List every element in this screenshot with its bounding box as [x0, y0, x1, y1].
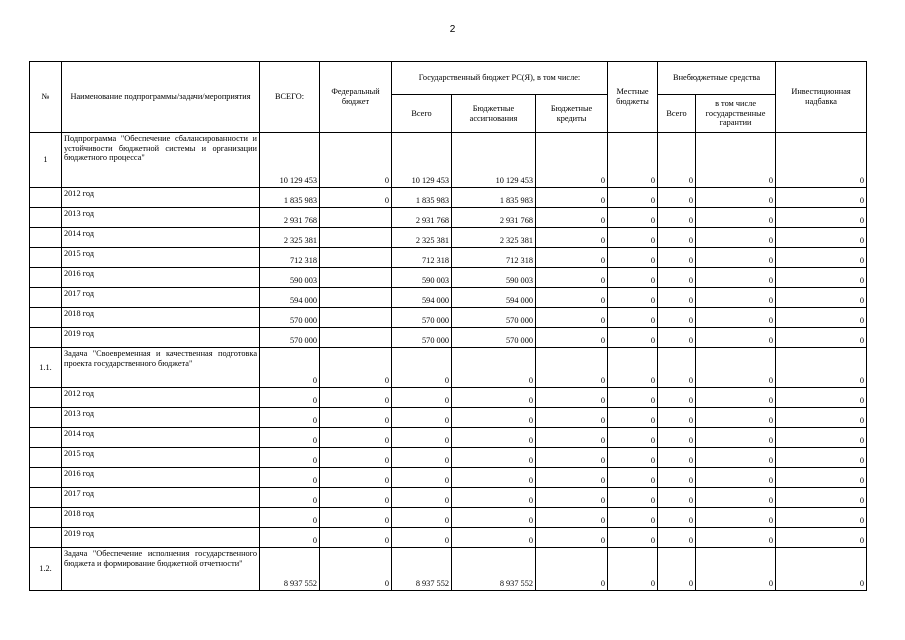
value-cell: 0: [696, 208, 776, 228]
row-name: 2016 год: [62, 268, 260, 288]
value-cell: 2 325 381: [452, 228, 536, 248]
value-cell: 0: [658, 133, 696, 188]
row-number: [30, 228, 62, 248]
header-total: ВСЕГО:: [260, 62, 320, 133]
header-name: Наименование подпрограммы/задачи/мероприятия: [62, 62, 260, 133]
header-local: Местные бюджеты: [608, 62, 658, 133]
value-cell: 0: [776, 268, 867, 288]
value-cell: 0: [696, 308, 776, 328]
value-cell: 0: [392, 388, 452, 408]
row-name: 2018 год: [62, 508, 260, 528]
row-number: [30, 288, 62, 308]
value-cell: 0: [658, 188, 696, 208]
value-cell: 0: [608, 548, 658, 591]
value-cell: 0: [452, 508, 536, 528]
row-number: [30, 208, 62, 228]
row-name: 2015 год: [62, 248, 260, 268]
value-cell: 0: [776, 448, 867, 468]
value-cell: 0: [536, 133, 608, 188]
row-name: Задача "Обеспечение исполнения государственного бюджета и формирование бюджетной отчетности": [62, 548, 260, 591]
table-row: [30, 133, 867, 188]
value-cell: [320, 288, 392, 308]
value-cell: 0: [776, 488, 867, 508]
value-cell: 570 000: [392, 328, 452, 348]
header-federal: Федеральный бюджет: [320, 62, 392, 133]
row-number: [30, 408, 62, 428]
value-cell: 712 318: [260, 248, 320, 268]
value-cell: 0: [776, 388, 867, 408]
value-cell: 2 931 768: [452, 208, 536, 228]
table-row: [30, 528, 867, 548]
table-row: [30, 348, 867, 388]
value-cell: 0: [392, 468, 452, 488]
value-cell: 0: [776, 408, 867, 428]
header-extra-all: Всего: [658, 95, 696, 133]
row-number: [30, 268, 62, 288]
value-cell: 0: [536, 388, 608, 408]
header-num: №: [30, 62, 62, 133]
value-cell: 0: [696, 448, 776, 468]
budget-table: [29, 61, 867, 591]
value-cell: 0: [658, 268, 696, 288]
value-cell: 0: [608, 508, 658, 528]
value-cell: 8 937 552: [452, 548, 536, 591]
row-number: [30, 428, 62, 448]
value-cell: 0: [392, 408, 452, 428]
value-cell: 0: [260, 348, 320, 388]
value-cell: 0: [392, 488, 452, 508]
value-cell: 570 000: [392, 308, 452, 328]
value-cell: 0: [320, 448, 392, 468]
value-cell: 0: [658, 408, 696, 428]
header-state-all: Всего: [392, 95, 452, 133]
value-cell: 570 000: [260, 308, 320, 328]
value-cell: 0: [658, 528, 696, 548]
table-row: [30, 308, 867, 328]
value-cell: 0: [696, 288, 776, 308]
value-cell: 590 003: [260, 268, 320, 288]
value-cell: 0: [608, 248, 658, 268]
row-name: Задача "Своевременная и качественная подготовка проекта государственного бюджета": [62, 348, 260, 388]
value-cell: 0: [696, 488, 776, 508]
value-cell: 0: [658, 468, 696, 488]
row-number: [30, 248, 62, 268]
row-number: [30, 308, 62, 328]
row-number: 1: [30, 133, 62, 188]
value-cell: 0: [320, 388, 392, 408]
value-cell: 0: [392, 428, 452, 448]
row-name: 2012 год: [62, 388, 260, 408]
value-cell: 0: [658, 228, 696, 248]
value-cell: 0: [658, 328, 696, 348]
row-number: [30, 508, 62, 528]
value-cell: 570 000: [260, 328, 320, 348]
value-cell: 0: [776, 548, 867, 591]
value-cell: 0: [536, 208, 608, 228]
value-cell: 0: [776, 288, 867, 308]
value-cell: 0: [320, 488, 392, 508]
value-cell: 8 937 552: [392, 548, 452, 591]
table-row: [30, 228, 867, 248]
value-cell: 0: [260, 468, 320, 488]
value-cell: 0: [608, 468, 658, 488]
value-cell: 0: [536, 288, 608, 308]
header-state-group: Государственный бюджет РС(Я), в том числе:: [392, 62, 608, 95]
value-cell: 0: [320, 408, 392, 428]
value-cell: [320, 268, 392, 288]
value-cell: 0: [536, 468, 608, 488]
value-cell: 570 000: [452, 328, 536, 348]
table-row: [30, 388, 867, 408]
value-cell: 0: [452, 468, 536, 488]
row-name: 2017 год: [62, 288, 260, 308]
value-cell: 0: [260, 448, 320, 468]
value-cell: 0: [320, 133, 392, 188]
value-cell: 2 931 768: [392, 208, 452, 228]
value-cell: 590 003: [392, 268, 452, 288]
table-body: [30, 133, 867, 591]
value-cell: 0: [452, 428, 536, 448]
value-cell: 10 129 453: [260, 133, 320, 188]
table-row: [30, 288, 867, 308]
row-name: 2014 год: [62, 228, 260, 248]
value-cell: 0: [536, 528, 608, 548]
value-cell: 0: [452, 408, 536, 428]
value-cell: 0: [608, 448, 658, 468]
value-cell: 0: [776, 508, 867, 528]
value-cell: 0: [536, 268, 608, 288]
value-cell: [320, 228, 392, 248]
value-cell: 0: [452, 488, 536, 508]
value-cell: 0: [320, 348, 392, 388]
value-cell: 0: [320, 188, 392, 208]
table-row: [30, 428, 867, 448]
value-cell: 1 835 983: [392, 188, 452, 208]
value-cell: 0: [696, 188, 776, 208]
value-cell: 0: [608, 188, 658, 208]
value-cell: 570 000: [452, 308, 536, 328]
row-name: 2019 год: [62, 328, 260, 348]
value-cell: 0: [696, 468, 776, 488]
value-cell: 0: [776, 188, 867, 208]
value-cell: 0: [392, 508, 452, 528]
value-cell: 0: [608, 348, 658, 388]
value-cell: [320, 328, 392, 348]
value-cell: [320, 248, 392, 268]
row-number: [30, 488, 62, 508]
value-cell: 0: [536, 548, 608, 591]
value-cell: 0: [392, 348, 452, 388]
value-cell: 10 129 453: [392, 133, 452, 188]
value-cell: 0: [608, 268, 658, 288]
row-name: 2012 год: [62, 188, 260, 208]
value-cell: 0: [536, 188, 608, 208]
row-name: 2013 год: [62, 408, 260, 428]
row-name: 2019 год: [62, 528, 260, 548]
value-cell: 0: [776, 468, 867, 488]
table-row: [30, 508, 867, 528]
value-cell: 10 129 453: [452, 133, 536, 188]
value-cell: 0: [392, 528, 452, 548]
value-cell: 0: [696, 428, 776, 448]
value-cell: 0: [608, 288, 658, 308]
value-cell: 0: [260, 488, 320, 508]
value-cell: 0: [536, 248, 608, 268]
row-name: 2014 год: [62, 428, 260, 448]
row-number: [30, 528, 62, 548]
value-cell: 712 318: [392, 248, 452, 268]
value-cell: 0: [696, 508, 776, 528]
value-cell: 0: [658, 548, 696, 591]
value-cell: 0: [658, 508, 696, 528]
value-cell: 712 318: [452, 248, 536, 268]
value-cell: 0: [658, 448, 696, 468]
table-row: [30, 448, 867, 468]
value-cell: 0: [536, 488, 608, 508]
value-cell: 0: [260, 408, 320, 428]
value-cell: 0: [608, 488, 658, 508]
value-cell: 0: [696, 268, 776, 288]
value-cell: 1 835 983: [452, 188, 536, 208]
value-cell: 594 000: [452, 288, 536, 308]
table-row: [30, 268, 867, 288]
value-cell: 0: [536, 228, 608, 248]
value-cell: 0: [608, 328, 658, 348]
value-cell: 0: [776, 348, 867, 388]
value-cell: 0: [776, 248, 867, 268]
value-cell: 0: [696, 328, 776, 348]
value-cell: 0: [452, 348, 536, 388]
value-cell: 0: [658, 288, 696, 308]
value-cell: 0: [658, 308, 696, 328]
header-extra-guarantees: в том числе государственные гарантии: [696, 95, 776, 133]
value-cell: 0: [320, 428, 392, 448]
value-cell: [320, 308, 392, 328]
row-number: [30, 328, 62, 348]
value-cell: 0: [696, 388, 776, 408]
value-cell: 0: [608, 228, 658, 248]
value-cell: 0: [452, 388, 536, 408]
row-number: [30, 388, 62, 408]
table-row: [30, 208, 867, 228]
value-cell: 2 931 768: [260, 208, 320, 228]
value-cell: 0: [658, 248, 696, 268]
row-number: [30, 448, 62, 468]
value-cell: 0: [260, 428, 320, 448]
page-number: 2: [449, 24, 456, 35]
value-cell: 590 003: [452, 268, 536, 288]
value-cell: 0: [536, 328, 608, 348]
value-cell: [320, 208, 392, 228]
value-cell: 2 325 381: [260, 228, 320, 248]
value-cell: 0: [658, 428, 696, 448]
value-cell: 0: [696, 248, 776, 268]
row-name: Подпрограмма "Обеспечение сбалансированности и устойчивости бюджетной системы и организации бюджетного процесса": [62, 133, 260, 188]
value-cell: 0: [536, 428, 608, 448]
row-number: 1.2.: [30, 548, 62, 591]
value-cell: 0: [320, 528, 392, 548]
value-cell: 0: [536, 348, 608, 388]
value-cell: 0: [696, 408, 776, 428]
value-cell: 1 835 983: [260, 188, 320, 208]
value-cell: 0: [260, 388, 320, 408]
value-cell: 0: [658, 348, 696, 388]
value-cell: 0: [608, 408, 658, 428]
value-cell: 0: [452, 528, 536, 548]
value-cell: 0: [776, 308, 867, 328]
row-name: 2013 год: [62, 208, 260, 228]
value-cell: 0: [696, 528, 776, 548]
value-cell: 0: [392, 448, 452, 468]
value-cell: 0: [658, 388, 696, 408]
table-row: [30, 188, 867, 208]
value-cell: 0: [608, 388, 658, 408]
value-cell: 0: [536, 308, 608, 328]
value-cell: 0: [320, 468, 392, 488]
value-cell: 0: [776, 428, 867, 448]
value-cell: 0: [696, 548, 776, 591]
table-row: [30, 488, 867, 508]
value-cell: 0: [608, 528, 658, 548]
value-cell: 8 937 552: [260, 548, 320, 591]
value-cell: 0: [776, 133, 867, 188]
value-cell: 0: [320, 508, 392, 528]
value-cell: 0: [536, 448, 608, 468]
value-cell: 0: [776, 528, 867, 548]
row-number: 1.1.: [30, 348, 62, 388]
value-cell: 0: [696, 228, 776, 248]
row-number: [30, 188, 62, 208]
value-cell: 0: [608, 428, 658, 448]
value-cell: 2 325 381: [392, 228, 452, 248]
row-name: 2017 год: [62, 488, 260, 508]
header-state-assignations: Бюджетные ассигнования: [452, 95, 536, 133]
value-cell: 0: [658, 208, 696, 228]
value-cell: 0: [320, 548, 392, 591]
header-extra-group: Внебюджетные средства: [658, 62, 776, 95]
value-cell: 594 000: [260, 288, 320, 308]
value-cell: 0: [776, 328, 867, 348]
table-row: [30, 328, 867, 348]
value-cell: 0: [696, 348, 776, 388]
table-row: [30, 408, 867, 428]
table-row: [30, 468, 867, 488]
value-cell: 0: [696, 133, 776, 188]
header-invest: Инвестиционная надбавка: [776, 62, 867, 133]
value-cell: 0: [776, 208, 867, 228]
row-name: 2016 год: [62, 468, 260, 488]
row-number: [30, 468, 62, 488]
value-cell: 594 000: [392, 288, 452, 308]
value-cell: 0: [608, 133, 658, 188]
value-cell: 0: [608, 308, 658, 328]
header-state-credits: Бюджетные кредиты: [536, 95, 608, 133]
value-cell: 0: [536, 408, 608, 428]
value-cell: 0: [260, 508, 320, 528]
value-cell: 0: [776, 228, 867, 248]
value-cell: 0: [536, 508, 608, 528]
table-row: [30, 248, 867, 268]
row-name: 2015 год: [62, 448, 260, 468]
value-cell: 0: [608, 208, 658, 228]
value-cell: 0: [260, 528, 320, 548]
row-name: 2018 год: [62, 308, 260, 328]
value-cell: 0: [658, 488, 696, 508]
header-row: [30, 62, 867, 95]
table-row: [30, 548, 867, 591]
value-cell: 0: [452, 448, 536, 468]
